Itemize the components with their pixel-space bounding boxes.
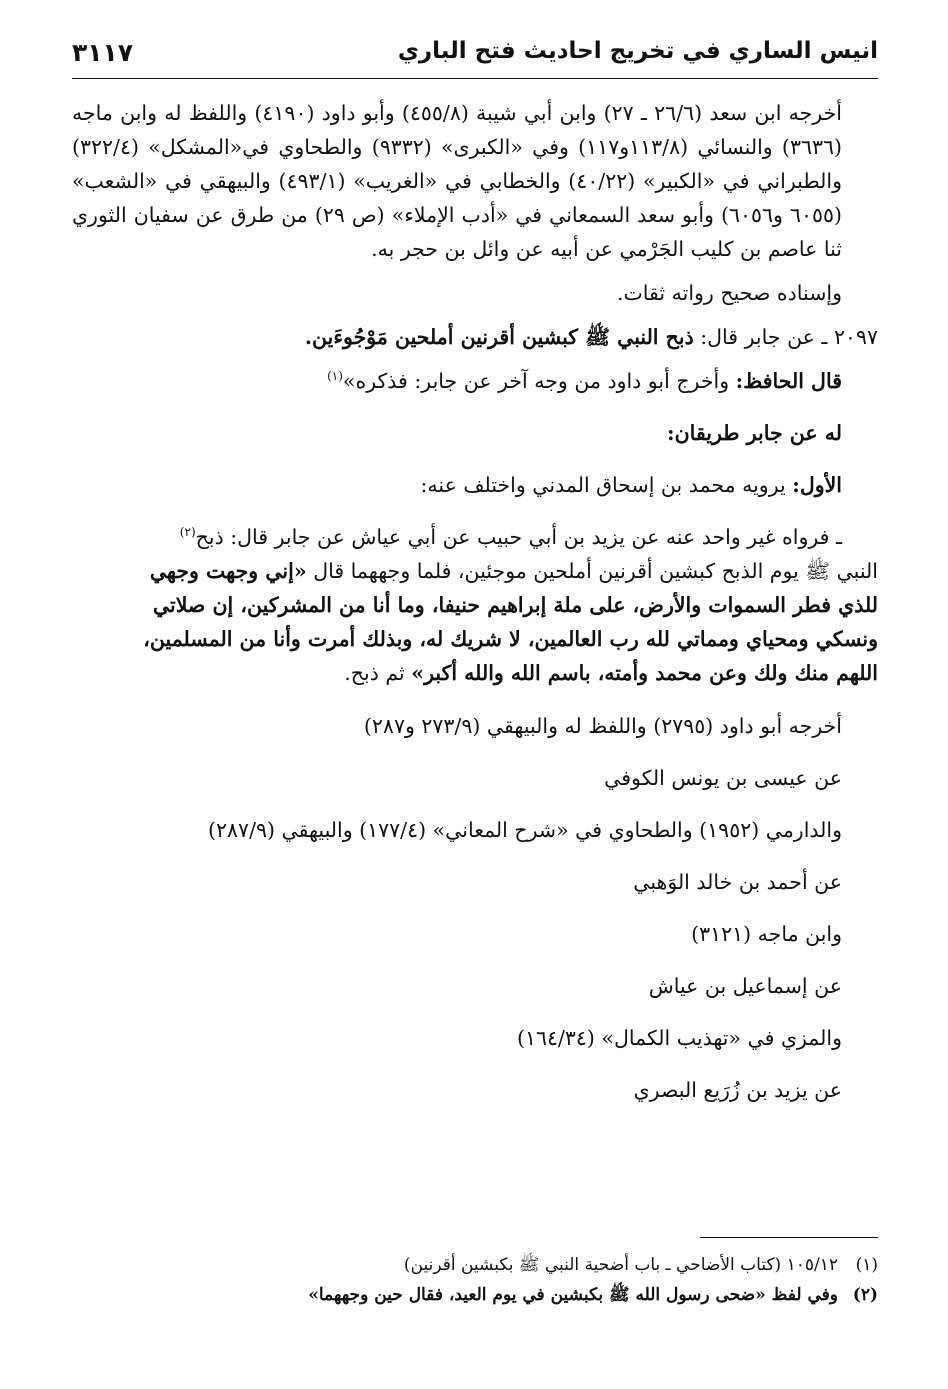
narration-line-4: ونسكي ومحياي ومماتي لله رب العالمين، لا شريك له، وبذلك أمرت وأنا من المسلمين، [143, 627, 878, 651]
page-number: ٣١١٧ [72, 38, 134, 67]
footnote-separator [700, 1237, 878, 1238]
hafiz-line [72, 364, 878, 398]
first-text: يرويه محمد بن إسحاق المدني واختلف عنه: [420, 473, 786, 497]
ref-line: أخرجه أبو داود (٢٧٩٥) واللفظ له والبيهقي (٢٧٣/٩ و٢٨٧) [363, 714, 842, 738]
first-label: الأول: [792, 473, 842, 497]
ref-line: عن إسماعيل بن عياش [648, 974, 842, 998]
page-body [72, 96, 878, 1116]
two-ways-heading: له عن جابر طريقان: [667, 421, 842, 445]
page-header [72, 38, 878, 74]
book-page [72, 38, 878, 1305]
hadith-number: ٢٠٩٧ ـ عن جابر قال: [700, 325, 878, 349]
hafiz-text: وأخرج أبو داود من وجه آخر عن جابر: فذكره» [342, 369, 730, 393]
narration-line-2: النبي ﷺ يوم الذبح كبشين أقرنين أملحين موجئين، فلما وجههما قال «إني وجهت وجهي [149, 559, 878, 583]
header-rule [72, 78, 878, 79]
narration-block [72, 520, 878, 690]
footnote-ref-2: (٢) [179, 525, 196, 540]
ref-line: عن عيسى بن يونس الكوفي [604, 766, 842, 790]
narration-line-3: للذي فطر السموات والأرض، على ملة إبراهيم حنيفا، وما أنا من المشركين، إن صلاتي [152, 593, 878, 617]
ref-line: والمزي في «تهذيب الكمال» (١٦٤/٣٤) [516, 1026, 842, 1050]
ref-line: عن أحمد بن خالد الوَهبي [633, 870, 842, 894]
footnote-2: (٢)وفي لفظ «ضحى رسول الله ﷺ بكبشين في يوم العيد، فقال حين وجههما» [308, 1285, 878, 1305]
isnad-note: وإسناده صحيح رواته ثقات. [616, 281, 842, 305]
ref-line: وابن ماجه (٣١٢١) [691, 922, 842, 946]
running-title: انيس الساري في تخريج احاديث فتح الباري [397, 38, 878, 64]
first-way [72, 468, 878, 502]
footnote-ref-1: (١) [327, 369, 343, 384]
footnote-1: (١)١٠٥/١٢ (كتاب الأضاحي ـ باب أضحية النبي ﷺ بكبشين أقرنين) [403, 1255, 878, 1275]
ref-line: والدارمي (١٩٥٢) والطحاوي في «شرح المعاني» (١٧٧/٤) والبيهقي (٢٨٧/٩) [208, 818, 842, 842]
takhrij-paragraph: أخرجه ابن سعد (٢٦/٦ ـ ٢٧) وابن أبي شيبة (٤٥٥/٨) وأبو داود (٤١٩٠) واللفظ له وابن ماجه (٣٦٣٦) والنسائي (١١٣/٨و١١٧) وفي «الكبرى» (٩٣٣٢) والطحاوي في«المشكل» (٣٢٢/٤) والطبراني في «الكبير» (٤٠/٢٢) والخطابي في «الغريب» (٤٩٣/١) والبيهقي في «الشعب» (٦٠٥٥ و٦٠٥٦) وأبو سعد السمعاني في «أدب الإملاء» (ص ٢٩) من طرق عن سفيان الثوري ثنا عاصم بن كليب الجَرْمي عن أبيه عن وائل بن حجر به. [72, 101, 842, 261]
hafiz-label: قال الحافظ: [735, 369, 842, 393]
footnotes [72, 1250, 878, 1310]
hadith-2097 [72, 320, 878, 354]
narration-line-5: اللهم منك ولك وعن محمد وأمته، باسم الله والله أكبر» ثم ذبح. [344, 661, 878, 685]
ref-line: عن يزيد بن زُرَيع البصري [633, 1078, 842, 1102]
references-list [72, 700, 878, 1116]
hadith-text: ذبح النبي ﷺ كبشين أقرنين أملحين مَوْجُوءَين. [304, 325, 694, 349]
narration-line-1: ـ فرواه غير واحد عنه عن يزيد بن أبي حبيب عن أبي عياش عن جابر قال: ذبح$^{(٢)}$ [179, 525, 842, 549]
